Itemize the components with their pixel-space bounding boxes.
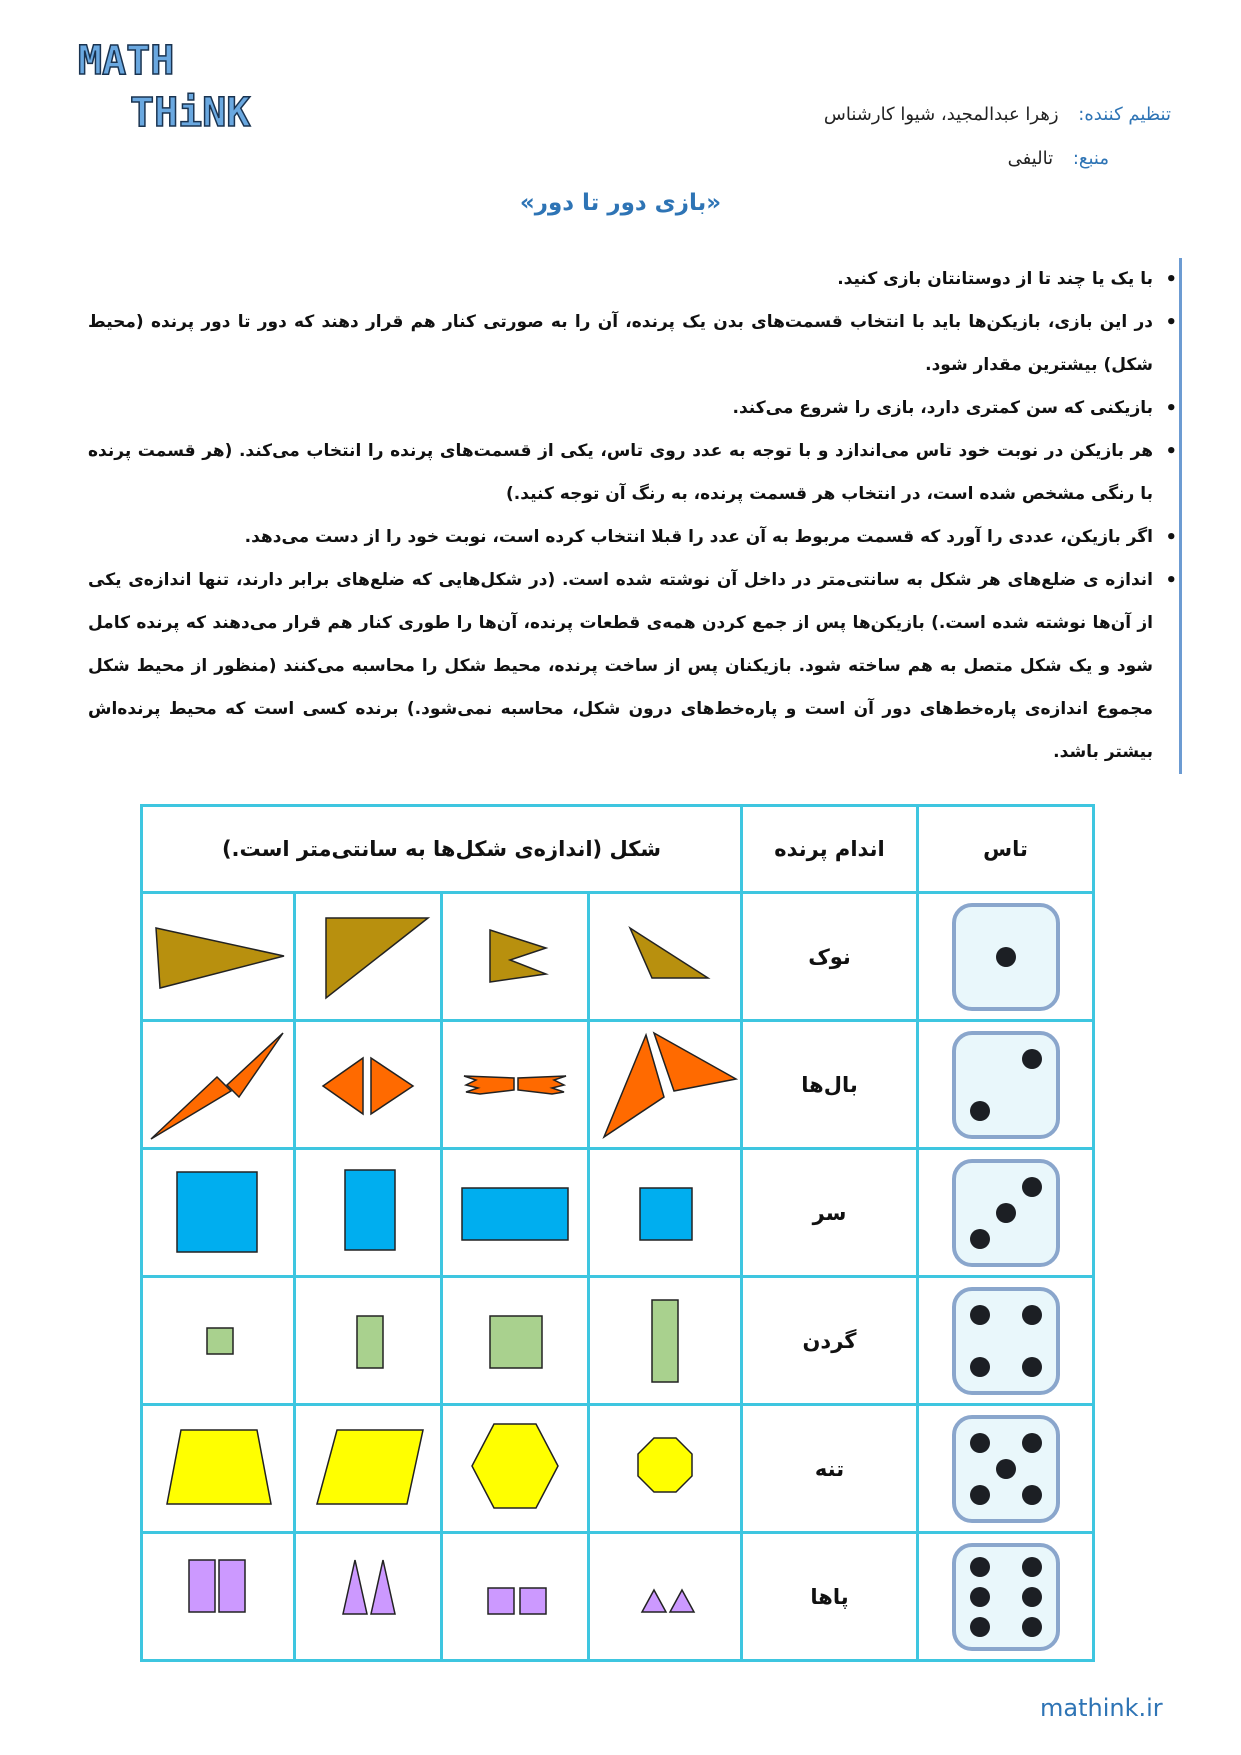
beak-notched-shape bbox=[450, 902, 580, 1012]
die-four-icon bbox=[950, 1285, 1062, 1397]
head-wide-rectangle-shape bbox=[450, 1158, 580, 1268]
header-dice: تاس bbox=[918, 806, 1094, 893]
author-value: زهرا عبدالمجید، شیوا کارشناس bbox=[823, 104, 1059, 125]
part-label: پاها bbox=[810, 1584, 849, 1609]
part-label: نوک bbox=[808, 944, 851, 969]
die-pip bbox=[970, 1485, 990, 1505]
rules-list bbox=[88, 258, 1182, 774]
table-row bbox=[142, 1533, 1094, 1661]
die-pip bbox=[1022, 1587, 1042, 1607]
body-hexagon-shape bbox=[450, 1414, 580, 1524]
die-pip bbox=[970, 1229, 990, 1249]
legs-two-tall-triangles-shape bbox=[303, 1542, 433, 1652]
die-pip bbox=[1022, 1433, 1042, 1453]
part-label: بال‌ها bbox=[801, 1072, 858, 1097]
die-pip bbox=[970, 1101, 990, 1121]
part-label: گردن bbox=[802, 1328, 857, 1353]
part-label: تنه bbox=[814, 1456, 845, 1481]
part-cell bbox=[742, 1149, 918, 1277]
rule-item: • اگر بازیکن، عددی را آورد که قسمت مربوط به آن عدد را قبلا انتخاب کرده است، نوبت خود را از دست می‌دهد. bbox=[88, 516, 1153, 559]
die-pip bbox=[970, 1617, 990, 1637]
dice-cell bbox=[918, 1021, 1094, 1149]
die-pip bbox=[970, 1357, 990, 1377]
head-large-square-shape bbox=[153, 1158, 283, 1268]
die-pip bbox=[970, 1557, 990, 1577]
legs-two-squares-shape bbox=[450, 1542, 580, 1652]
dice-cell bbox=[918, 893, 1094, 1021]
dice-cell bbox=[918, 1405, 1094, 1533]
source-label: منبع: bbox=[1072, 148, 1109, 169]
game-table bbox=[140, 804, 1095, 1662]
die-three-icon bbox=[950, 1157, 1062, 1269]
beak-small-triangle-shape bbox=[600, 902, 730, 1012]
source-line bbox=[1008, 148, 1109, 169]
die-pip bbox=[996, 1459, 1016, 1479]
part-label: سر bbox=[812, 1200, 847, 1225]
rule-item: • با یک یا چند تا از دوستانتان بازی کنید. bbox=[88, 258, 1153, 301]
body-trapezoid-shape bbox=[153, 1414, 283, 1524]
die-pip bbox=[970, 1587, 990, 1607]
table-row bbox=[142, 1277, 1094, 1405]
rule-item: • اندازه ی ضلع‌های هر شکل به سانتی‌متر در داخل آن نوشته شده است. (در شکل‌هایی که ضلع‌های برابر دارند، تنها اندازه‌ی یکی از آن‌ها نوشته شده است.) بازیکن‌ها پس از جمع کردن همه‌ی قطعات پرنده، آن‌ها را طوری کنار هم قرار می‌دهند که پرنده کامل شود و یک شکل متصل به هم ساخته شود. بازیکنان پس از ساخت پرنده، محیط شکل را محاسبه می‌کنند (منظور از محیط شکل مجموع اندازه‌ی پاره‌خط‌های دور آن است و پاره‌خط‌های درون شکل، محاسبه نمی‌شود.) برنده کسی است که محیط پرنده‌اش بیشتر باشد. bbox=[88, 559, 1153, 774]
neck-tiny-square-shape bbox=[153, 1286, 283, 1396]
die-pip bbox=[996, 1203, 1016, 1223]
die-pip bbox=[1022, 1049, 1042, 1069]
die-pip bbox=[1022, 1557, 1042, 1577]
site-url: mathink.ir bbox=[1040, 1694, 1163, 1722]
die-two-icon bbox=[950, 1029, 1062, 1141]
head-tall-rectangle-shape bbox=[303, 1158, 433, 1268]
table-row bbox=[142, 1021, 1094, 1149]
header-shape: شکل (اندازه‌ی شکل‌ها به سانتی‌متر است.) bbox=[142, 806, 742, 893]
part-cell bbox=[742, 1021, 918, 1149]
head-small-square-shape bbox=[600, 1158, 730, 1268]
rule-item: • در این بازی، بازیکن‌ها باید با انتخاب قسمت‌های بدن یک پرنده، آن را به صورتی کنار هم قرار دهند که دور تا دور پرنده (محیط شکل) بیشترین مقدار شود. bbox=[88, 301, 1153, 387]
die-pip bbox=[1022, 1357, 1042, 1377]
die-one-icon bbox=[950, 901, 1062, 1013]
legs-two-small-triangles-shape bbox=[600, 1542, 730, 1652]
part-cell bbox=[742, 1405, 918, 1533]
die-pip bbox=[1022, 1617, 1042, 1637]
page-title: «بازی دور تا دور» bbox=[519, 190, 722, 216]
header-part: اندام پرنده bbox=[742, 806, 918, 893]
die-pip bbox=[970, 1433, 990, 1453]
table-row bbox=[142, 893, 1094, 1021]
table-row bbox=[142, 1405, 1094, 1533]
dice-cell bbox=[918, 1149, 1094, 1277]
mathink-logo bbox=[74, 34, 274, 134]
die-six-icon bbox=[950, 1541, 1062, 1653]
rule-item: • بازیکنی که سن کمتری دارد، بازی را شروع می‌کند. bbox=[88, 387, 1153, 430]
author-label: تنظیم کننده: bbox=[1078, 104, 1171, 125]
logo-line2: THiNK bbox=[130, 90, 251, 134]
wing-wide-shape bbox=[590, 1027, 740, 1143]
dice-cell bbox=[918, 1277, 1094, 1405]
dice-cell bbox=[918, 1533, 1094, 1661]
die-pip bbox=[970, 1305, 990, 1325]
die-face bbox=[954, 1545, 1058, 1649]
die-face bbox=[954, 1289, 1058, 1393]
legs-two-rectangles-shape bbox=[153, 1542, 283, 1652]
beak-triangle-shape bbox=[148, 902, 288, 1012]
wing-zigzag-shape bbox=[450, 1030, 580, 1140]
source-value: تالیفی bbox=[1007, 148, 1054, 169]
neck-tall-rectangle-shape bbox=[600, 1286, 730, 1396]
logo-line1: MATH bbox=[78, 38, 175, 84]
part-cell bbox=[742, 1277, 918, 1405]
neck-square-shape bbox=[450, 1286, 580, 1396]
wing-diamond-shape bbox=[303, 1030, 433, 1140]
part-cell bbox=[742, 893, 918, 1021]
die-pip bbox=[1022, 1305, 1042, 1325]
body-parallelogram-shape bbox=[303, 1414, 433, 1524]
die-pip bbox=[1022, 1177, 1042, 1197]
beak-right-triangle-shape bbox=[298, 902, 438, 1012]
neck-short-rectangle-shape bbox=[303, 1286, 433, 1396]
rule-item: • هر بازیکن در نوبت خود تاس می‌اندازد و با توجه به عدد روی تاس، یکی از قسمت‌های پرنده را انتخاب می‌کند. (هر قسمت پرنده با رنگی مشخص شده است، در انتخاب هر قسمت پرنده، به رنگ آن توجه کنید.) bbox=[88, 430, 1153, 516]
die-five-icon bbox=[950, 1413, 1062, 1525]
die-pip bbox=[996, 947, 1016, 967]
wing-long-slivers-shape bbox=[143, 1027, 293, 1143]
die-pip bbox=[1022, 1485, 1042, 1505]
author-line bbox=[824, 104, 1171, 125]
die-face bbox=[954, 1033, 1058, 1137]
body-octagon-shape bbox=[600, 1414, 730, 1524]
table-row bbox=[142, 1149, 1094, 1277]
part-cell bbox=[742, 1533, 918, 1661]
